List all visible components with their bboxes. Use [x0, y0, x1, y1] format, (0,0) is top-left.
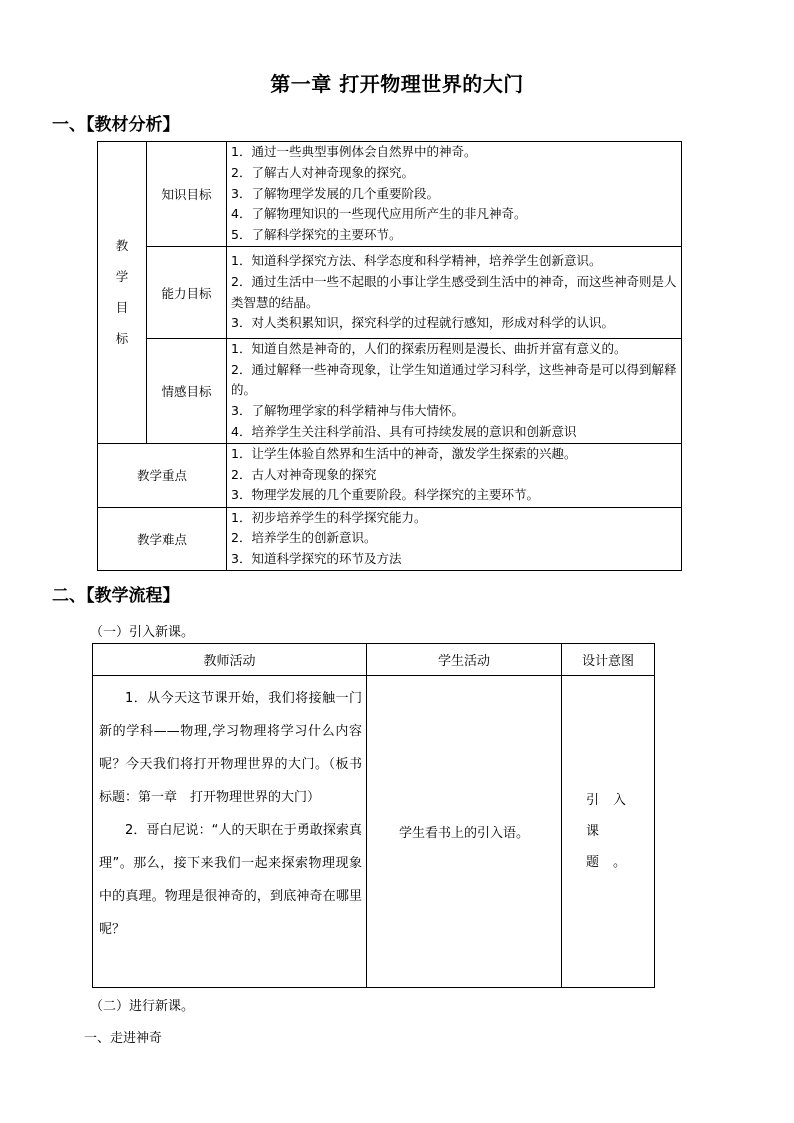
section-heading-flow: 二、【教学流程】 [52, 586, 180, 606]
teacher-activity-cell [93, 676, 367, 988]
emotion-goal-items: 1．知道自然是神奇的，人们的探索历程则是漫长、曲折并富有意义的。 2．通过解释一些神奇现象，让学生知道通过学习科学，这些神奇是可以得到解释的。 3．了解物理学家的科学精神与伟大情怀。 4．培养学生关注科学前沿、具有可持续发展的意识和创新意识 [227, 339, 682, 444]
ability-goal-label: 能力目标 [147, 247, 227, 339]
difficulties-items: 1．初步培养学生的科学探究能力。 2．培养学生的创新意识。 3．知道科学探究的环节及方法 [227, 507, 682, 570]
part2-subheading: 一、走进神奇 [84, 1031, 163, 1046]
teaching-goals-label: 教 学 目 标 [98, 142, 147, 444]
teacher-paragraph-1: 1．从今天这节课开始，我们将接触一门新的学科——物理,学习物理将学习什么内容呢？今天我们将打开物理世界的大门。（板书标题：第一章 打开物理世界的大门） [99, 691, 362, 805]
column-header-teacher: 教师活动 [93, 644, 367, 676]
ability-goal-items: 1．知道科学探究方法、科学态度和科学精神，培养学生创新意识。 2．通过生活中一些不起眼的小事让学生感受到生活中的神奇，而这些神奇则是人类智慧的结晶。 3．对人类积累知识，探究科学的过程就行感知，形成对科学的认识。 [227, 247, 682, 339]
section-heading-analysis: 一、【教材分析】 [52, 115, 180, 135]
design-intent-text: 引入课题。 [586, 793, 641, 870]
knowledge-goal-label: 知识目标 [147, 142, 227, 247]
key-points-items: 1．让学生体验自然界和生活中的神奇，激发学生探索的兴趣。 2．古人对神奇现象的探究 3．物理学发展的几个重要阶段。科学探究的主要环节。 [227, 443, 682, 507]
flow-table [92, 643, 655, 988]
knowledge-goal-items: 1．通过一些典型事例体会自然界中的神奇。 2．了解古人对神奇现象的探究。 3．了解物理学发展的几个重要阶段。 4．了解物理知识的一些现代应用所产生的非凡神奇。 5．了解科学探究的主要环节。 [227, 142, 682, 247]
student-activity-cell: 学生看书上的引入语。 [367, 676, 562, 988]
teacher-paragraph-2: 2．哥白尼说：“人的天职在于勇敢探索真理”。那么，接下来我们一起来探索物理现象中的真理。物理是很神奇的，到底神奇在哪里呢？ [99, 823, 362, 937]
key-points-label: 教学重点 [98, 443, 227, 507]
column-header-student: 学生活动 [367, 644, 562, 676]
design-intent-cell [562, 676, 655, 988]
difficulties-label: 教学难点 [98, 507, 227, 570]
analysis-table [97, 141, 682, 571]
part1-label: （一）引入新课。 [90, 625, 195, 640]
emotion-goal-label: 情感目标 [147, 339, 227, 444]
part2-label: （二）进行新课。 [90, 999, 195, 1014]
page-title: 第一章 打开物理世界的大门 [270, 72, 524, 96]
column-header-design: 设计意图 [562, 644, 655, 676]
